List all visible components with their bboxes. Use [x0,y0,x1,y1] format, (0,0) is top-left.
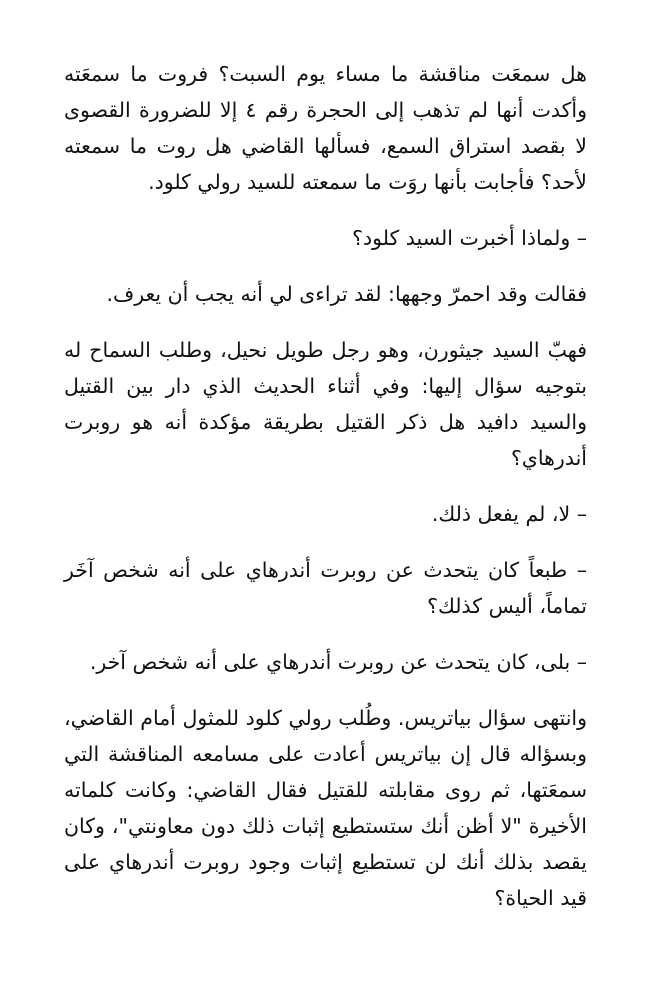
paragraph-5: – لا، لم يفعل ذلك. [431,502,587,526]
paragraph-4: فهبّ السيد جيثورن، وهو رجل طويل نحيل، وطلب السماح له بتوجيه سؤال إليها: وفي أثناء الحديث الذي دار بين القتيل والسيد دافيد هل ذكر القتيل بطريقة مؤكدة أنه هو روبرت أندرهاي؟ [64,338,587,470]
book-page [64,56,587,1000]
paragraph-1: هل سمعَت مناقشة ما مساء يوم السبت؟ فروت ما سمعَته وأكدت أنها لم تذهب إلى الحجرة رقم ٤ إلا للضرورة القصوى لا بقصد استراق السمع، فسألها القاضي هل روت ما سمعته لأحد؟ فأجابت بأنها روَت ما سمعته للسيد رولي كلود. [64,62,587,194]
paragraph-7: – بلى، كان يتحدث عن روبرت أندرهاي على أنه شخص آخر. [89,650,587,674]
paragraph-3: فقالت وقد احمرّ وجهها: لقد تراءى لي أنه يجب أن يعرف. [106,282,587,306]
paragraph-8: وانتهى سؤال بياتريس. وطُلب رولي كلود للمثول أمام القاضي، وبسؤاله قال إن بياتريس أعادت على مسامعه المناقشة التي سمعَتها، ثم روى مقابلته للقتيل فقال القاضي: وكانت كلماته الأخيرة "لا أظن أنك ستستطيع إثبات ذلك دون معاونتي"، وكان يقصد بذلك أنك لن تستطيع إثبات وجود روبرت أندرهاي على قيد الحياة؟ [64,706,587,910]
paragraph-2: – ولماذا أخبرت السيد كلود؟ [352,226,587,250]
paragraph-6: – طبعاً كان يتحدث عن روبرت أندرهاي على أنه شخص آخَر تماماً، أليس كذلك؟ [64,558,587,618]
